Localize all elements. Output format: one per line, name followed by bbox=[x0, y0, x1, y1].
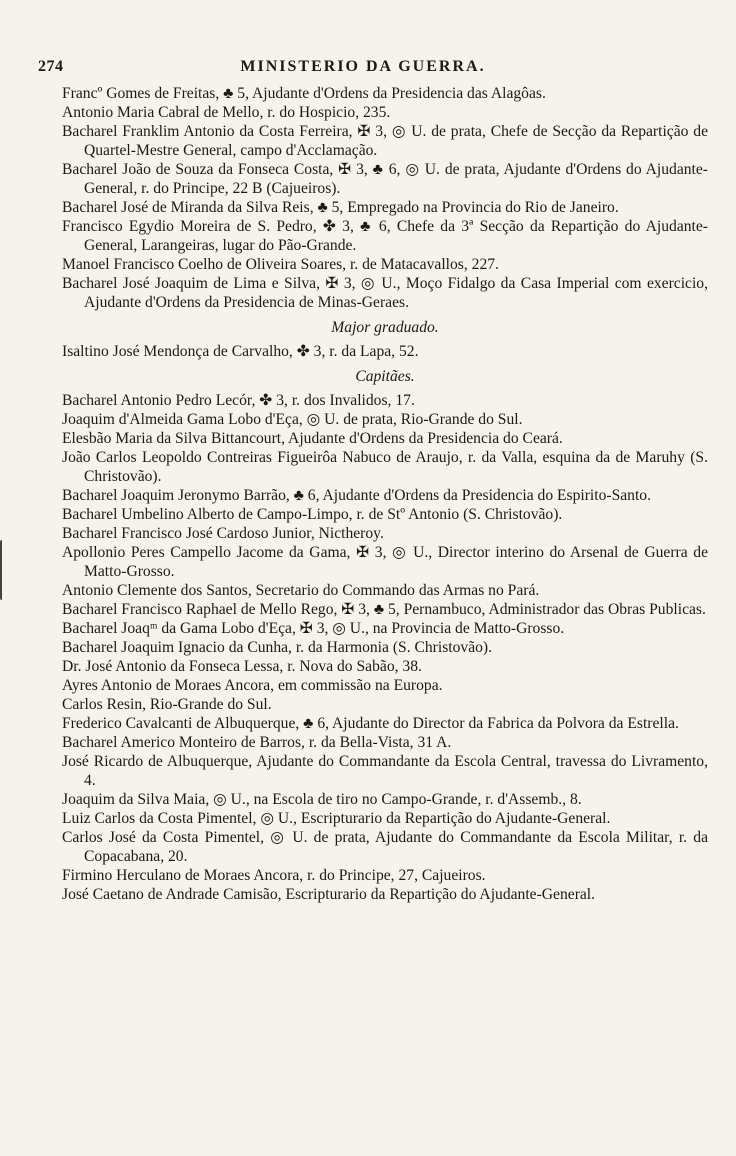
list-entry: Bacharel Americo Monteiro de Barros, r. da Bella-Vista, 31 A. bbox=[62, 734, 452, 751]
list-entry: Bacharel José Joaquim de Lima e Silva, ✠ 3, ◎ U., Moço Fidalgo da Casa Imperial com exercicio, Ajudante d'Ordens da Presidencia de Minas-Geraes. bbox=[62, 275, 708, 311]
running-title: MINISTERIO DA GUERRA. bbox=[240, 58, 486, 75]
list-entry: José Ricardo de Albuquerque, Ajudante do Commandante da Escola Central, travessa do Livramento, 4. bbox=[62, 753, 708, 789]
list-entry: Bacharel Joaquim Jeronymo Barrão, ♣ 6, Ajudante d'Ordens da Presidencia do Espirito-Santo. bbox=[62, 487, 652, 504]
list-entry: Francisco Egydio Moreira de S. Pedro, ✤ 3, ♣ 6, Chefe da 3ª Secção da Repartição do Ajudante-General, Larangeiras, lugar do Pão-Grande. bbox=[62, 218, 708, 254]
list-entry: Antonio Maria Cabral de Mello, r. do Hospicio, 235. bbox=[62, 104, 391, 121]
list-entry: Francº Gomes de Freitas, ♣ 5, Ajudante d'Ordens da Presidencia das Alagôas. bbox=[62, 85, 546, 102]
list-entry: Joaquim da Silva Maia, ◎ U., na Escola de tiro no Campo-Grande, r. d'Assemb., 8. bbox=[62, 791, 582, 808]
list-entry: Carlos Resin, Rio-Grande do Sul. bbox=[62, 696, 272, 713]
margin-bracket-mark bbox=[0, 540, 10, 600]
list-entry: Bacharel Joaquim Ignacio da Cunha, r. da Harmonia (S. Christovão). bbox=[62, 639, 493, 656]
list-entry: João Carlos Leopoldo Contreiras Figueirôa Nabuco de Araujo, r. da Valla, esquina da de Maruhy (S. Christovão). bbox=[62, 449, 708, 485]
entry-list-top bbox=[62, 84, 708, 312]
list-entry: Ayres Antonio de Moraes Ancora, em commissão na Europa. bbox=[62, 677, 443, 694]
list-entry: Bacharel Umbelino Alberto de Campo-Limpo, r. de Stº Antonio (S. Christovão). bbox=[62, 506, 563, 523]
list-entry: Isaltino José Mendonça de Carvalho, ✤ 3, r. da Lapa, 52. bbox=[62, 343, 419, 360]
list-entry: José Caetano de Andrade Camisão, Escripturario da Repartição do Ajudante-General. bbox=[62, 886, 596, 903]
list-entry: Antonio Clemente dos Santos, Secretario do Commando das Armas no Pará. bbox=[62, 582, 540, 599]
list-entry: Bacharel Francisco Raphael de Mello Rego, ✠ 3, ♣ 5, Pernambuco, Administrador das Obras Publicas. bbox=[62, 601, 706, 618]
list-entry: Bacharel Joaqᵐ da Gama Lobo d'Eça, ✠ 3, ◎ U., na Provincia de Matto-Grosso. bbox=[62, 620, 565, 637]
page-header bbox=[28, 58, 698, 82]
list-entry: Firmino Herculano de Moraes Ancora, r. do Principe, 27, Cajueiros. bbox=[62, 867, 486, 884]
page-number: 274 bbox=[38, 58, 64, 75]
list-entry: Manoel Francisco Coelho de Oliveira Soares, r. de Matacavallos, 227. bbox=[62, 256, 499, 273]
entry-list-capitaes bbox=[62, 391, 708, 904]
list-entry: Bacharel José de Miranda da Silva Reis, ♣ 5, Empregado na Provincia do Rio de Janeiro. bbox=[62, 199, 619, 216]
entry-list-major bbox=[62, 342, 708, 361]
list-entry: Bacharel João de Souza da Fonseca Costa, ✠ 3, ♣ 6, ◎ U. de prata, Ajudante d'Ordens do Ajudante-General, r. do Principe, 22 B (Cajueiros). bbox=[62, 161, 708, 197]
list-entry: Elesbão Maria da Silva Bittancourt, Ajudante d'Ordens da Presidencia do Ceará. bbox=[62, 430, 563, 447]
section-heading-capitaes: Capitães. bbox=[355, 368, 415, 385]
list-entry: Joaquim d'Almeida Gama Lobo d'Eça, ◎ U. de prata, Rio-Grande do Sul. bbox=[62, 411, 523, 428]
list-entry: Luiz Carlos da Costa Pimentel, ◎ U., Escripturario da Repartição do Ajudante-General. bbox=[62, 810, 611, 827]
list-entry: Bacharel Franklim Antonio da Costa Ferreira, ✠ 3, ◎ U. de prata, Chefe de Secção da Repartição de Quartel-Mestre General, campo d'Acclamação. bbox=[62, 123, 708, 159]
list-entry: Dr. José Antonio da Fonseca Lessa, r. Nova do Sabão, 38. bbox=[62, 658, 422, 675]
list-entry: Bacharel Antonio Pedro Lecór, ✤ 3, r. dos Invalidos, 17. bbox=[62, 392, 415, 409]
page-content bbox=[62, 84, 708, 904]
list-entry: Apollonio Peres Campello Jacome da Gama, ✠ 3, ◎ U., Director interino do Arsenal de Guerra de Matto-Grosso. bbox=[62, 544, 708, 580]
list-entry: Frederico Cavalcanti de Albuquerque, ♣ 6, Ajudante do Director da Fabrica da Polvora da Estrella. bbox=[62, 715, 679, 732]
section-heading-major: Major graduado. bbox=[331, 319, 439, 336]
list-entry: Bacharel Francisco José Cardoso Junior, Nictheroy. bbox=[62, 525, 384, 542]
list-entry: Carlos José da Costa Pimentel, ◎ U. de prata, Ajudante do Commandante da Escola Militar, r. da Copacabana, 20. bbox=[62, 829, 708, 865]
